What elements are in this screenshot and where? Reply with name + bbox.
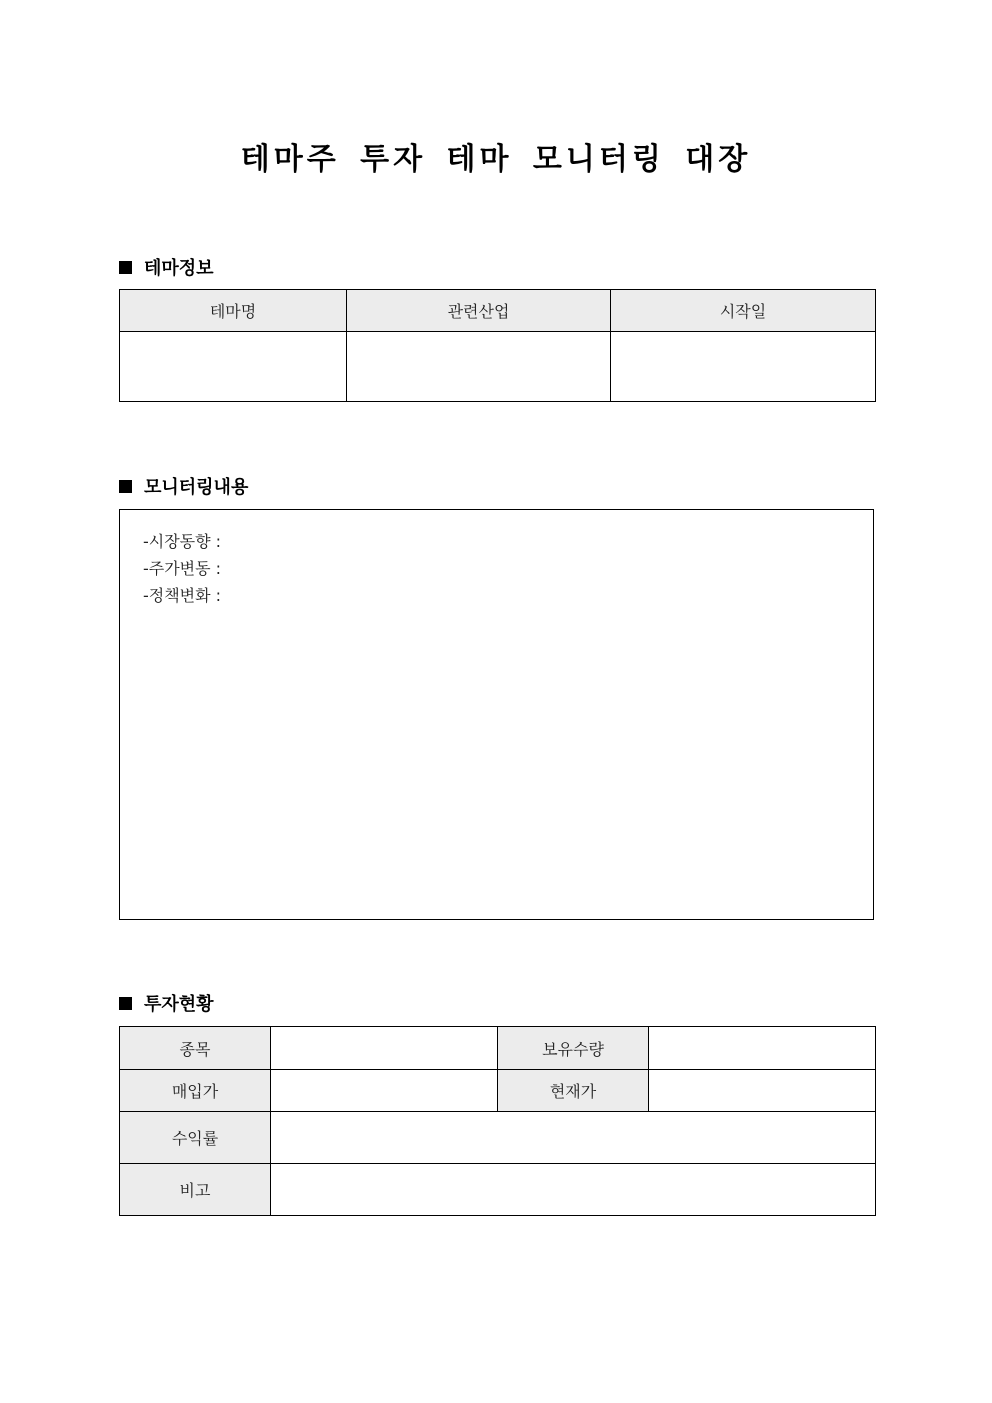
table-row	[120, 1070, 876, 1112]
table-row	[120, 1112, 876, 1164]
section-heading-label: 모니터링내용	[144, 477, 249, 498]
monitoring-content-box[interactable]	[119, 509, 874, 920]
theme-info-table	[119, 289, 876, 402]
black-square-icon	[119, 997, 132, 1010]
stock-value-cell[interactable]	[271, 1027, 498, 1070]
theme-info-header-row	[120, 290, 876, 332]
related-industry-cell[interactable]	[347, 332, 611, 402]
holding-quantity-value-cell[interactable]	[649, 1027, 876, 1070]
document-title: 테마주 투자 테마 모니터링 대장	[240, 142, 752, 177]
label-stock: 종목	[120, 1027, 271, 1070]
remarks-value-cell[interactable]	[271, 1164, 876, 1216]
column-header-theme-name: 테마명	[120, 290, 347, 332]
section-heading-investment	[119, 990, 214, 1016]
return-rate-value-cell[interactable]	[271, 1112, 876, 1164]
label-return-rate: 수익률	[120, 1112, 271, 1164]
black-square-icon	[119, 480, 132, 493]
label-current-price: 현재가	[498, 1070, 649, 1112]
section-heading-monitoring	[119, 473, 248, 499]
black-square-icon	[119, 261, 132, 274]
monitoring-item-policy-change	[143, 582, 221, 609]
monitoring-item-label: -주가변동 :	[143, 559, 222, 578]
monitoring-item-price-change	[143, 555, 221, 582]
monitoring-item-label: -정책변화 :	[143, 586, 222, 605]
theme-name-cell[interactable]	[120, 332, 347, 402]
monitoring-item-label: -시장동향 :	[143, 532, 222, 551]
column-header-start-date: 시작일	[611, 290, 876, 332]
section-heading-label: 투자현황	[144, 994, 214, 1015]
column-header-related-industry: 관련산업	[347, 290, 611, 332]
monitoring-item-market-trend	[143, 528, 221, 555]
table-row	[120, 1164, 876, 1216]
label-purchase-price: 매입가	[120, 1070, 271, 1112]
start-date-cell[interactable]	[611, 332, 876, 402]
current-price-value-cell[interactable]	[649, 1070, 876, 1112]
section-heading-theme-info	[119, 254, 214, 280]
section-heading-label: 테마정보	[144, 258, 214, 279]
purchase-price-value-cell[interactable]	[271, 1070, 498, 1112]
investment-table	[119, 1026, 876, 1216]
table-row	[120, 1027, 876, 1070]
theme-info-value-row	[120, 332, 876, 402]
label-holding-quantity: 보유수량	[498, 1027, 649, 1070]
label-remarks: 비고	[120, 1164, 271, 1216]
